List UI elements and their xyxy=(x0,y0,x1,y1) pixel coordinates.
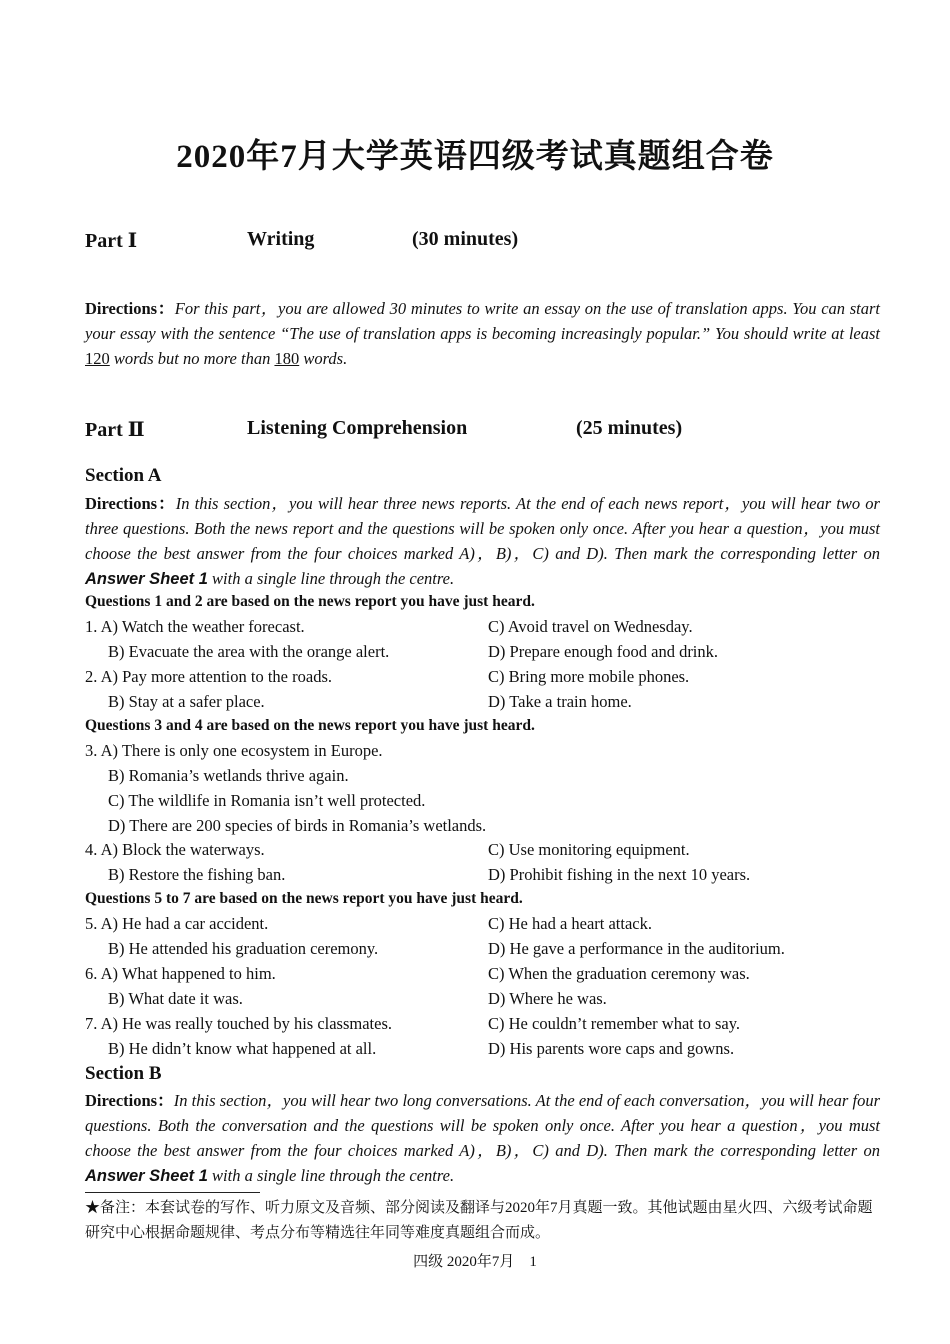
option-line: D) Where he was. xyxy=(488,989,607,1008)
question-group-heading: Questions 5 to 7 are based on the news report you have just heard. xyxy=(85,890,523,907)
part1-time: (30 minutes) xyxy=(412,228,519,250)
option-line: C) Bring more mobile phones. xyxy=(488,667,690,686)
option-line: C) He had a heart attack. xyxy=(488,914,653,933)
option-line: 4. A) Block the waterways. xyxy=(85,840,265,859)
answer-sheet-label: Answer Sheet 1 xyxy=(85,1167,208,1185)
option-line: B) Evacuate the area with the orange alert. xyxy=(108,642,390,661)
footnote: ★备注：本套试卷的写作、听力原文及音频、部分阅读及翻译与2020年7月真题一致。其他试题由星火四、六级考试命题研究中心根据命题规律、考点分布等精选往年同等难度真题组合而成。 xyxy=(85,1200,873,1241)
option-line: B) Romania’s wetlands thrive again. xyxy=(108,766,349,785)
answer-sheet-label: Answer Sheet 1 xyxy=(85,570,208,588)
part2-label: Part Ⅱ xyxy=(85,419,145,441)
directions-text: In this section，you will hear two long conversations. At the end of each conversation，you will hear four questions. Both the conversation and the questions will be spoken only once. After you hear a question，you must choose the best answer from the four choices marked A)，B)，C) and D). Then mark the corresponding letter on xyxy=(85,1091,880,1160)
part1-label: Part Ⅰ xyxy=(85,230,138,252)
option-line: 6. A) What happened to him. xyxy=(85,964,276,983)
option-line: D) He gave a performance in the auditorium. xyxy=(488,939,785,958)
max-words: 180 xyxy=(274,349,300,368)
option-line: 5. A) He had a car accident. xyxy=(85,914,269,933)
question-group-heading: Questions 1 and 2 are based on the news report you have just heard. xyxy=(85,593,535,610)
directions-text: words. xyxy=(299,349,348,368)
option-line: C) The wildlife in Romania isn’t well protected. xyxy=(108,791,426,810)
question-group-heading: Questions 3 and 4 are based on the news report you have just heard. xyxy=(85,717,535,734)
option-line: 1. A) Watch the weather forecast. xyxy=(85,617,305,636)
min-words: 120 xyxy=(85,349,110,368)
directions-label: Directions： xyxy=(85,494,176,513)
section-a-directions xyxy=(85,491,880,592)
option-line: C) When the graduation ceremony was. xyxy=(488,964,750,983)
directions-text: with a single line through the centre. xyxy=(207,569,455,588)
directions-text: words but no more than xyxy=(109,349,275,368)
directions-text: In this section，you will hear three news reports. At the end of each news report，you will hear two or three questions. Both the news report and the questions will be spoken only once. After you hear a question，you must choose the best answer from the four choices marked A)，B)，C) and D). Then mark the corresponding letter on xyxy=(85,494,880,563)
section-a-heading: Section A xyxy=(85,465,162,486)
part2-name: Listening Comprehension xyxy=(247,417,468,439)
page-title: 2020年7月大学英语四级考试真题组合卷 xyxy=(176,139,774,175)
option-line: C) Use monitoring equipment. xyxy=(488,840,690,859)
option-line: B) What date it was. xyxy=(108,989,243,1008)
section-b-heading: Section B xyxy=(85,1063,162,1084)
option-line: B) Restore the fishing ban. xyxy=(108,865,286,884)
option-line: 2. A) Pay more attention to the roads. xyxy=(85,667,332,686)
option-line: D) Take a train home. xyxy=(488,692,632,711)
directions-text: For this part，you are allowed 30 minutes to write an essay on the use of translation apps. You can start your essay with the sentence “The use of translation apps is becoming increasingly popular.” You should write at least xyxy=(85,299,880,343)
option-line: B) He didn’t know what happened at all. xyxy=(108,1039,377,1058)
section-b-directions xyxy=(85,1088,880,1189)
option-line: B) Stay at a safer place. xyxy=(108,692,265,711)
option-line: 3. A) There is only one ecosystem in Europe. xyxy=(85,741,383,760)
option-line: D) There are 200 species of birds in Romania’s wetlands. xyxy=(108,816,487,835)
option-line: B) He attended his graduation ceremony. xyxy=(108,939,379,958)
page-footer: 四级 2020年7月 1 xyxy=(413,1254,537,1270)
part1-name: Writing xyxy=(247,228,315,250)
option-line: C) Avoid travel on Wednesday. xyxy=(488,617,693,636)
directions-label: Directions： xyxy=(85,299,175,318)
directions-label: Directions： xyxy=(85,1091,174,1110)
part1-directions xyxy=(85,296,880,371)
part2-time: (25 minutes) xyxy=(576,417,683,439)
directions-text: with a single line through the centre. xyxy=(207,1166,455,1185)
option-line: D) Prepare enough food and drink. xyxy=(488,642,719,661)
option-line: 7. A) He was really touched by his classmates. xyxy=(85,1014,393,1033)
option-line: C) He couldn’t remember what to say. xyxy=(488,1014,741,1033)
option-line: D) Prohibit fishing in the next 10 years. xyxy=(488,865,751,884)
footnote-divider xyxy=(85,1192,260,1193)
option-line: D) His parents wore caps and gowns. xyxy=(488,1039,735,1058)
